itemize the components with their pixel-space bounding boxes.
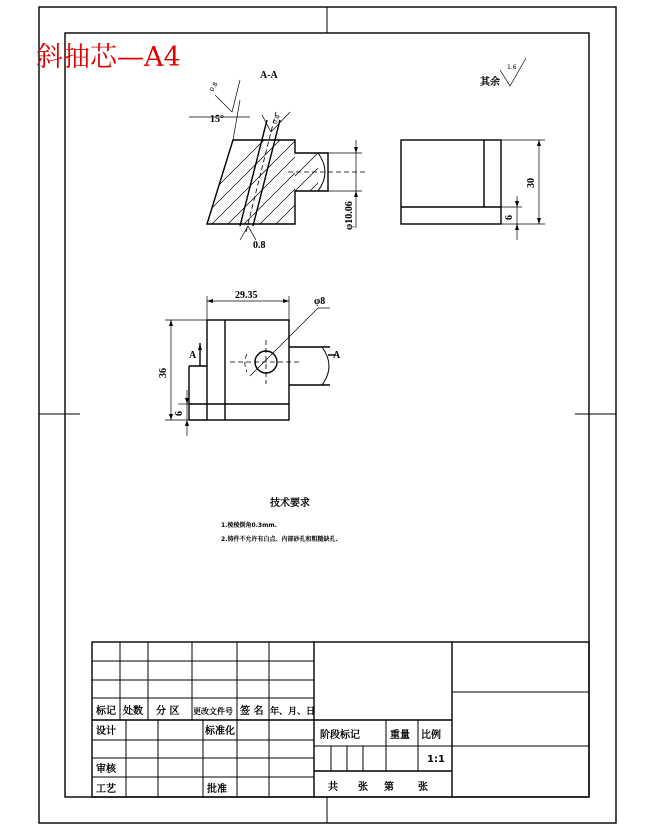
tb-total: 共 (328, 782, 338, 793)
tb-approve: 批准 (207, 784, 227, 795)
top-view (158, 290, 341, 436)
outer-border (39, 7, 616, 823)
roughness-bottom: 0.8 (253, 240, 266, 251)
view-label-right: A (333, 350, 341, 361)
inner-frame (65, 33, 589, 797)
tb-review: 审核 (96, 764, 116, 775)
tb-design: 设计 (96, 726, 116, 737)
section-label: A-A (260, 70, 278, 81)
tech-item-1: 1.棱棱倒角0.3mm. (221, 522, 277, 529)
tb-header-change: 更改文件号 (193, 707, 233, 716)
side-view (401, 140, 545, 240)
roughness-bevel: 0.8 (271, 113, 282, 126)
dim-2935: 29.35 (235, 290, 258, 301)
tech-item-2: 2.铸件不允许有白点、内部砂孔和粗糙缺孔. (221, 536, 338, 543)
roughness-note-value: 1.6 (507, 64, 517, 71)
dim-phi8: φ8 (314, 296, 326, 307)
section-view (180, 70, 376, 251)
drawing-title: 斜抽芯—A4 (36, 42, 181, 73)
roughness-note-prefix: 其余 (480, 77, 500, 88)
tb-weight: 重量 (390, 730, 410, 741)
tb-process: 工艺 (96, 784, 116, 795)
dim-30: 30 (526, 178, 537, 188)
dim-36: 36 (158, 368, 169, 378)
tech-heading: 技术要求 (270, 498, 310, 509)
view-label-left: A (189, 350, 197, 361)
tb-header-zone: 分 区 (156, 706, 180, 717)
title-block (92, 642, 589, 797)
roughness-top: 0.8 (208, 81, 220, 93)
centering-marks (39, 7, 616, 823)
tb-page: 第 (384, 782, 394, 793)
tb-stage-mark: 阶段标记 (320, 730, 360, 741)
angle-15: 15° (210, 114, 224, 125)
dim-phi1006: φ10.06 (344, 201, 355, 230)
tb-header-count: 处数 (123, 706, 143, 717)
tb-sheet-of: 张 (418, 782, 428, 793)
tb-header-date: 年、月、日 (270, 707, 316, 717)
tech-requirements (221, 496, 338, 543)
tb-scale: 1:1 (427, 754, 445, 765)
tb-header-mark: 标记 (96, 706, 116, 717)
dim-6: 6 (504, 215, 515, 220)
tb-sheets: 张 (358, 782, 368, 793)
tb-standardization: 标准化 (205, 726, 235, 737)
dim-6b: 6 (174, 411, 185, 416)
tb-scale-label: 比例 (421, 730, 441, 741)
roughness-symbol (500, 58, 526, 86)
tb-header-sign: 签 名 (240, 706, 264, 717)
